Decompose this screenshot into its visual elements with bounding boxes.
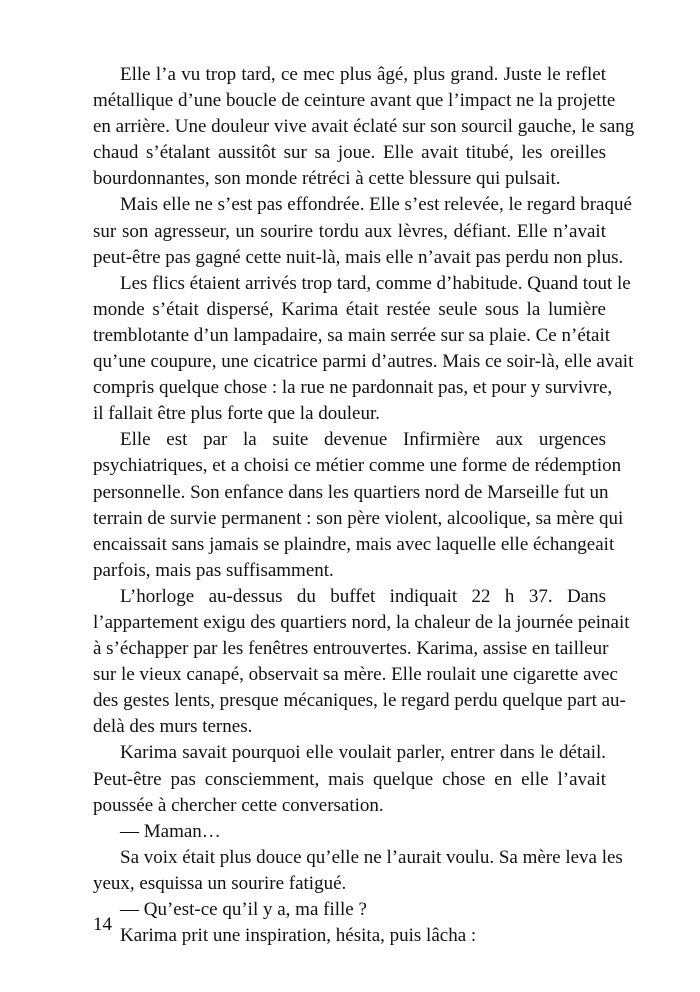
text-line: Mais elle ne s’est pas effondrée. Elle s’est relevée, le regard braqué [120,194,632,216]
page-body-text [93,62,635,949]
text-line: Les flics étaient arrivés trop tard, comme d’habitude. Quand tout le [120,272,631,294]
text-line: Elle est par la suite devenue Infirmière aux urgences [120,429,606,451]
text-line: métallique d’une boucle de ceinture avant que l’impact ne la projette [93,90,616,112]
text-line: psychiatriques, et a choisi ce métier comme une forme de rédemption [93,455,622,477]
text-line: tremblotante d’un lampadaire, sa main serrée sur sa plaie. Ce n’était [93,324,611,346]
text-line: compris quelque chose : la rue ne pardonnait pas, et pour y survivre, [93,377,613,399]
text-line: sur son agresseur, un sourire tordu aux lèvres, défiant. Elle n’avait [93,220,606,242]
text-line: Elle l’a vu trop tard, ce mec plus âgé, plus grand. Juste le reflet [120,64,606,85]
text-line: à s’échapper par les fenêtres entrouvertes. Karima, assise en tailleur [93,638,609,660]
text-line: Karima prit une inspiration, hésita, puis lâcha : [120,925,477,947]
paragraph [93,427,624,584]
text-line: — Qu’est-ce qu’il y a, ma fille ? [120,899,367,920]
text-line: qu’une coupure, une cicatrice parmi d’autres. Mais ce soir-là, elle avait [93,351,634,373]
text-line: des gestes lents, presque mécaniques, le regard perdu quelque part au- [93,690,626,712]
text-line: l’appartement exigu des quartiers nord, la chaleur de la journée peinait [93,611,630,633]
paragraph [93,62,635,192]
paragraph [93,271,634,428]
text-line: Karima savait pourquoi elle voulait parler, entrer dans le détail. [120,742,606,764]
paragraph [93,819,606,845]
text-line: L’horloge au-dessus du buffet indiquait 22 h 37. Dans [120,585,606,607]
text-line: sur le vieux canapé, observait sa mère. Elle roulait une cigarette avec [93,664,618,686]
paragraph [93,192,632,270]
text-line: peut-être pas gagné cette nuit-là, mais elle n’avait pas perdu non plus. [93,246,624,268]
paragraph [93,740,606,818]
text-line: yeux, esquissa un sourire fatigué. [93,872,347,894]
page-number: 14 [93,914,112,935]
text-line: delà des murs ternes. [93,716,253,738]
paragraph [93,897,606,923]
text-line: monde s’était dispersé, Karima était restée seule sous la lumière [93,298,606,320]
text-line: Peut-être pas consciemment, mais quelque chose en elle l’avait [93,768,606,790]
text-line: — Maman… [120,820,221,842]
text-line: encaissait sans jamais se plaindre, mais avec laquelle elle échangeait [93,533,615,555]
text-line: parfois, mais pas suffisamment. [93,559,334,581]
text-line: chaud s’étalant aussitôt sur sa joue. Elle avait titubé, les oreilles [93,142,606,164]
paragraph [93,845,623,897]
paragraph [93,923,606,949]
text-line: il fallait être plus forte que la douleur. [93,403,381,425]
text-line: personnelle. Son enfance dans les quartiers nord de Marseille fut un [93,481,609,503]
paragraph [93,584,630,741]
text-line: bourdonnantes, son monde rétréci à cette blessure qui pulsait. [93,168,561,190]
text-line: poussée à chercher cette conversation. [93,794,384,816]
text-line: en arrière. Une douleur vive avait éclaté sur son sourcil gauche, le sang [93,116,635,138]
text-line: Sa voix était plus douce qu’elle ne l’aurait voulu. Sa mère leva les [120,846,623,868]
text-line: terrain de survie permanent : son père violent, alcoolique, sa mère qui [93,507,624,529]
